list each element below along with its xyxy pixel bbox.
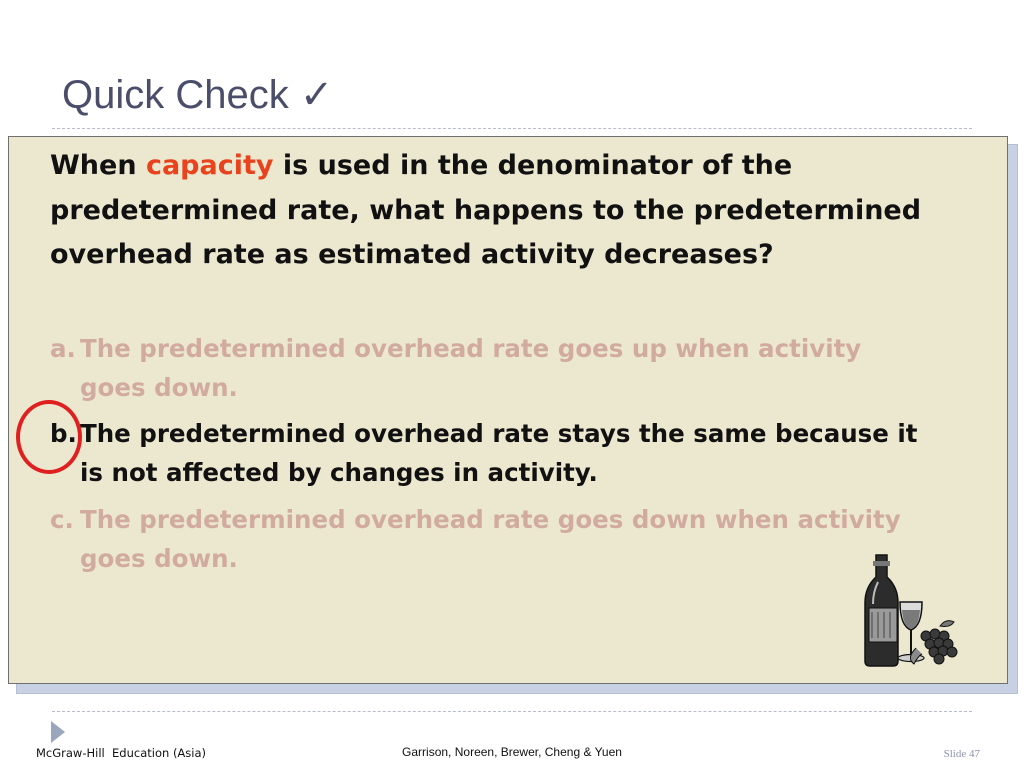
slide-title: Quick Check ✓ (62, 73, 334, 117)
footer-divider (52, 711, 972, 712)
question-highlight: capacity (145, 150, 274, 181)
option-c-line1 (50, 500, 1010, 539)
option-a-letter: a. (50, 334, 76, 363)
question-text-before: When (50, 150, 146, 181)
question-text-after: is used in the denominator of the predetermined rate, what happens to the predetermined overhead rate as estimated activity decreases? (50, 150, 922, 270)
footer-authors: Garrison, Noreen, Brewer, Cheng & Yuen (402, 745, 622, 759)
wine-bottle-glass-grapes-icon (856, 552, 966, 670)
option-a-text: The predetermined overhead rate goes up when activity (80, 334, 862, 363)
correct-answer-circle (16, 400, 82, 474)
play-arrow-icon[interactable] (51, 721, 65, 743)
title-divider (52, 128, 972, 129)
footer-publisher: McGraw-Hill Education (Asia) (36, 746, 207, 760)
option-b (50, 414, 1010, 492)
question-text (50, 144, 950, 278)
option-b-letter: b. (50, 419, 77, 448)
option-a-line2: goes down. (80, 373, 238, 402)
option-c-line2: goes down. (80, 544, 238, 573)
option-c-letter: c. (50, 505, 74, 534)
option-a-line1 (50, 329, 1010, 368)
option-b-line2: is not affected by changes in activity. (80, 458, 598, 487)
option-a (50, 329, 1010, 407)
option-b-line1 (50, 414, 1010, 453)
slide-number: Slide 47 (943, 748, 980, 760)
option-c-text: The predetermined overhead rate goes down when activity (80, 505, 901, 534)
option-b-text: The predetermined overhead rate stays the same because it (80, 419, 918, 448)
